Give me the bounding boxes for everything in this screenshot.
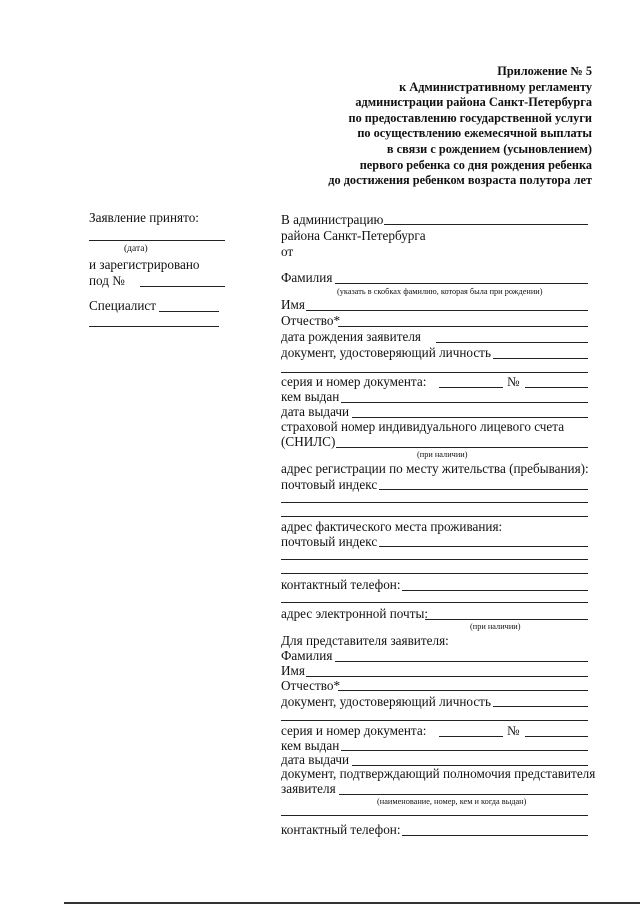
actual-address-label: адрес фактического места проживания: (281, 519, 503, 534)
rep-patronymic-field[interactable] (338, 690, 588, 691)
rep-phone-label: контактный телефон: (281, 822, 401, 837)
header-line: по предоставлению государственной услуги (348, 110, 592, 125)
rep-series-field[interactable] (439, 736, 503, 737)
rep-issued-by-field[interactable] (341, 750, 588, 751)
header-line: Приложение № 5 (497, 64, 592, 78)
specialist-line[interactable] (159, 311, 219, 312)
no-sign: № (507, 374, 520, 389)
reg-address-label: адрес регистрации по месту жительства (пребывания): (281, 461, 589, 476)
snils-hint: (при наличии) (417, 450, 468, 459)
snils-label-1: страховой номер индивидуального лицевого счета (281, 419, 565, 434)
birth-date-field[interactable] (436, 342, 588, 343)
reg-address-field[interactable] (281, 502, 588, 503)
series-field[interactable] (439, 387, 503, 388)
surname-label: Фамилия (281, 270, 333, 285)
name-label: Имя (281, 297, 305, 312)
registration-number-line[interactable] (140, 286, 225, 287)
rep-issued-by-label: кем выдан (281, 738, 340, 753)
issue-date-label: дата выдачи (281, 404, 350, 419)
reg-postal-index-field[interactable] (379, 489, 588, 490)
rep-id-doc-label: документ, удостоверяющий личность (281, 694, 491, 709)
specialist-signature-line[interactable] (89, 326, 219, 327)
date-hint: (дата) (124, 244, 148, 254)
surname-hint: (указать в скобках фамилию, которая была при рождении) (337, 287, 543, 296)
reg-address-field-cont[interactable] (281, 516, 588, 517)
email-hint: (при наличии) (470, 622, 521, 631)
postal-index-2-label: почтовый индекс (281, 534, 378, 549)
admin-name-line[interactable] (384, 224, 588, 225)
id-doc-field-cont[interactable] (281, 372, 588, 373)
page-bottom-edge (64, 902, 640, 904)
header-line: администрации района Санкт-Петербурга (355, 95, 592, 110)
name-field[interactable] (306, 310, 588, 311)
rep-authority-field[interactable] (339, 794, 588, 795)
issue-date-field[interactable] (352, 417, 588, 418)
rep-issue-date-label: дата выдачи (281, 752, 350, 767)
rep-no-sign: № (507, 723, 520, 738)
phone-label: контактный телефон: (281, 577, 401, 592)
birth-date-label: дата рождения заявителя (281, 329, 421, 344)
to-admin-label: В администрацию (281, 212, 384, 227)
rep-id-doc-field-cont[interactable] (281, 720, 588, 721)
rep-name-field[interactable] (306, 676, 588, 677)
snils-label-2: (СНИЛС) (281, 434, 336, 449)
specialist-label: Специалист (89, 298, 157, 313)
actual-address-field[interactable] (281, 559, 588, 560)
phone-field[interactable] (402, 590, 588, 591)
id-doc-label: документ, удостоверяющий личность (281, 345, 491, 360)
surname-field[interactable] (335, 283, 588, 284)
rep-surname-label: Фамилия (281, 648, 333, 663)
from-label: от (281, 244, 294, 259)
rep-name-label: Имя (281, 663, 305, 678)
issued-by-field[interactable] (341, 402, 588, 403)
rep-title: Для представителя заявителя: (281, 633, 449, 648)
issued-by-label: кем выдан (281, 389, 340, 404)
email-field[interactable] (425, 619, 588, 620)
under-no-label: под № (89, 273, 125, 288)
header-line: до достижения ребенком возраста полутора лет (328, 173, 592, 188)
header-line: к Административному регламенту (399, 79, 592, 94)
actual-postal-index-field[interactable] (379, 546, 588, 547)
actual-address-field-cont[interactable] (281, 573, 588, 574)
rep-surname-field[interactable] (335, 661, 588, 662)
header-line: первого ребенка со дня рождения ребенка (359, 157, 592, 172)
email-label: адрес электронной почты: (281, 606, 428, 621)
accepted-label: Заявление принято: (89, 210, 199, 225)
rep-applicant-label: заявителя (281, 781, 336, 796)
patronymic-label: Отчество* (281, 313, 341, 328)
series-number-label: серия и номер документа: (281, 374, 427, 389)
patronymic-field[interactable] (338, 326, 588, 327)
snils-field[interactable] (336, 447, 588, 448)
district-label: района Санкт-Петербурга (281, 228, 426, 243)
rep-phone-field[interactable] (402, 835, 588, 836)
number-field[interactable] (525, 387, 588, 388)
rep-id-doc-field[interactable] (493, 706, 588, 707)
header-line: в связи с рождением (усыновлением) (386, 141, 592, 156)
appendix-header (262, 64, 592, 189)
rep-number-field[interactable] (525, 736, 588, 737)
rep-authority-field-cont[interactable] (281, 815, 588, 816)
rep-series-number-label: серия и номер документа: (281, 723, 427, 738)
registered-label: и зарегистрировано (89, 257, 200, 272)
rep-patronymic-label: Отчество* (281, 678, 341, 693)
accepted-date-line[interactable] (89, 240, 225, 241)
id-doc-field[interactable] (493, 358, 588, 359)
phone-field-cont[interactable] (281, 602, 588, 603)
postal-index-label: почтовый индекс (281, 477, 378, 492)
rep-authority-label: документ, подтверждающий полномочия представителя (281, 766, 596, 781)
header-line: по осуществлению ежемесячной выплаты (357, 126, 592, 141)
rep-authority-hint: (наименование, номер, кем и когда выдан) (377, 797, 527, 806)
